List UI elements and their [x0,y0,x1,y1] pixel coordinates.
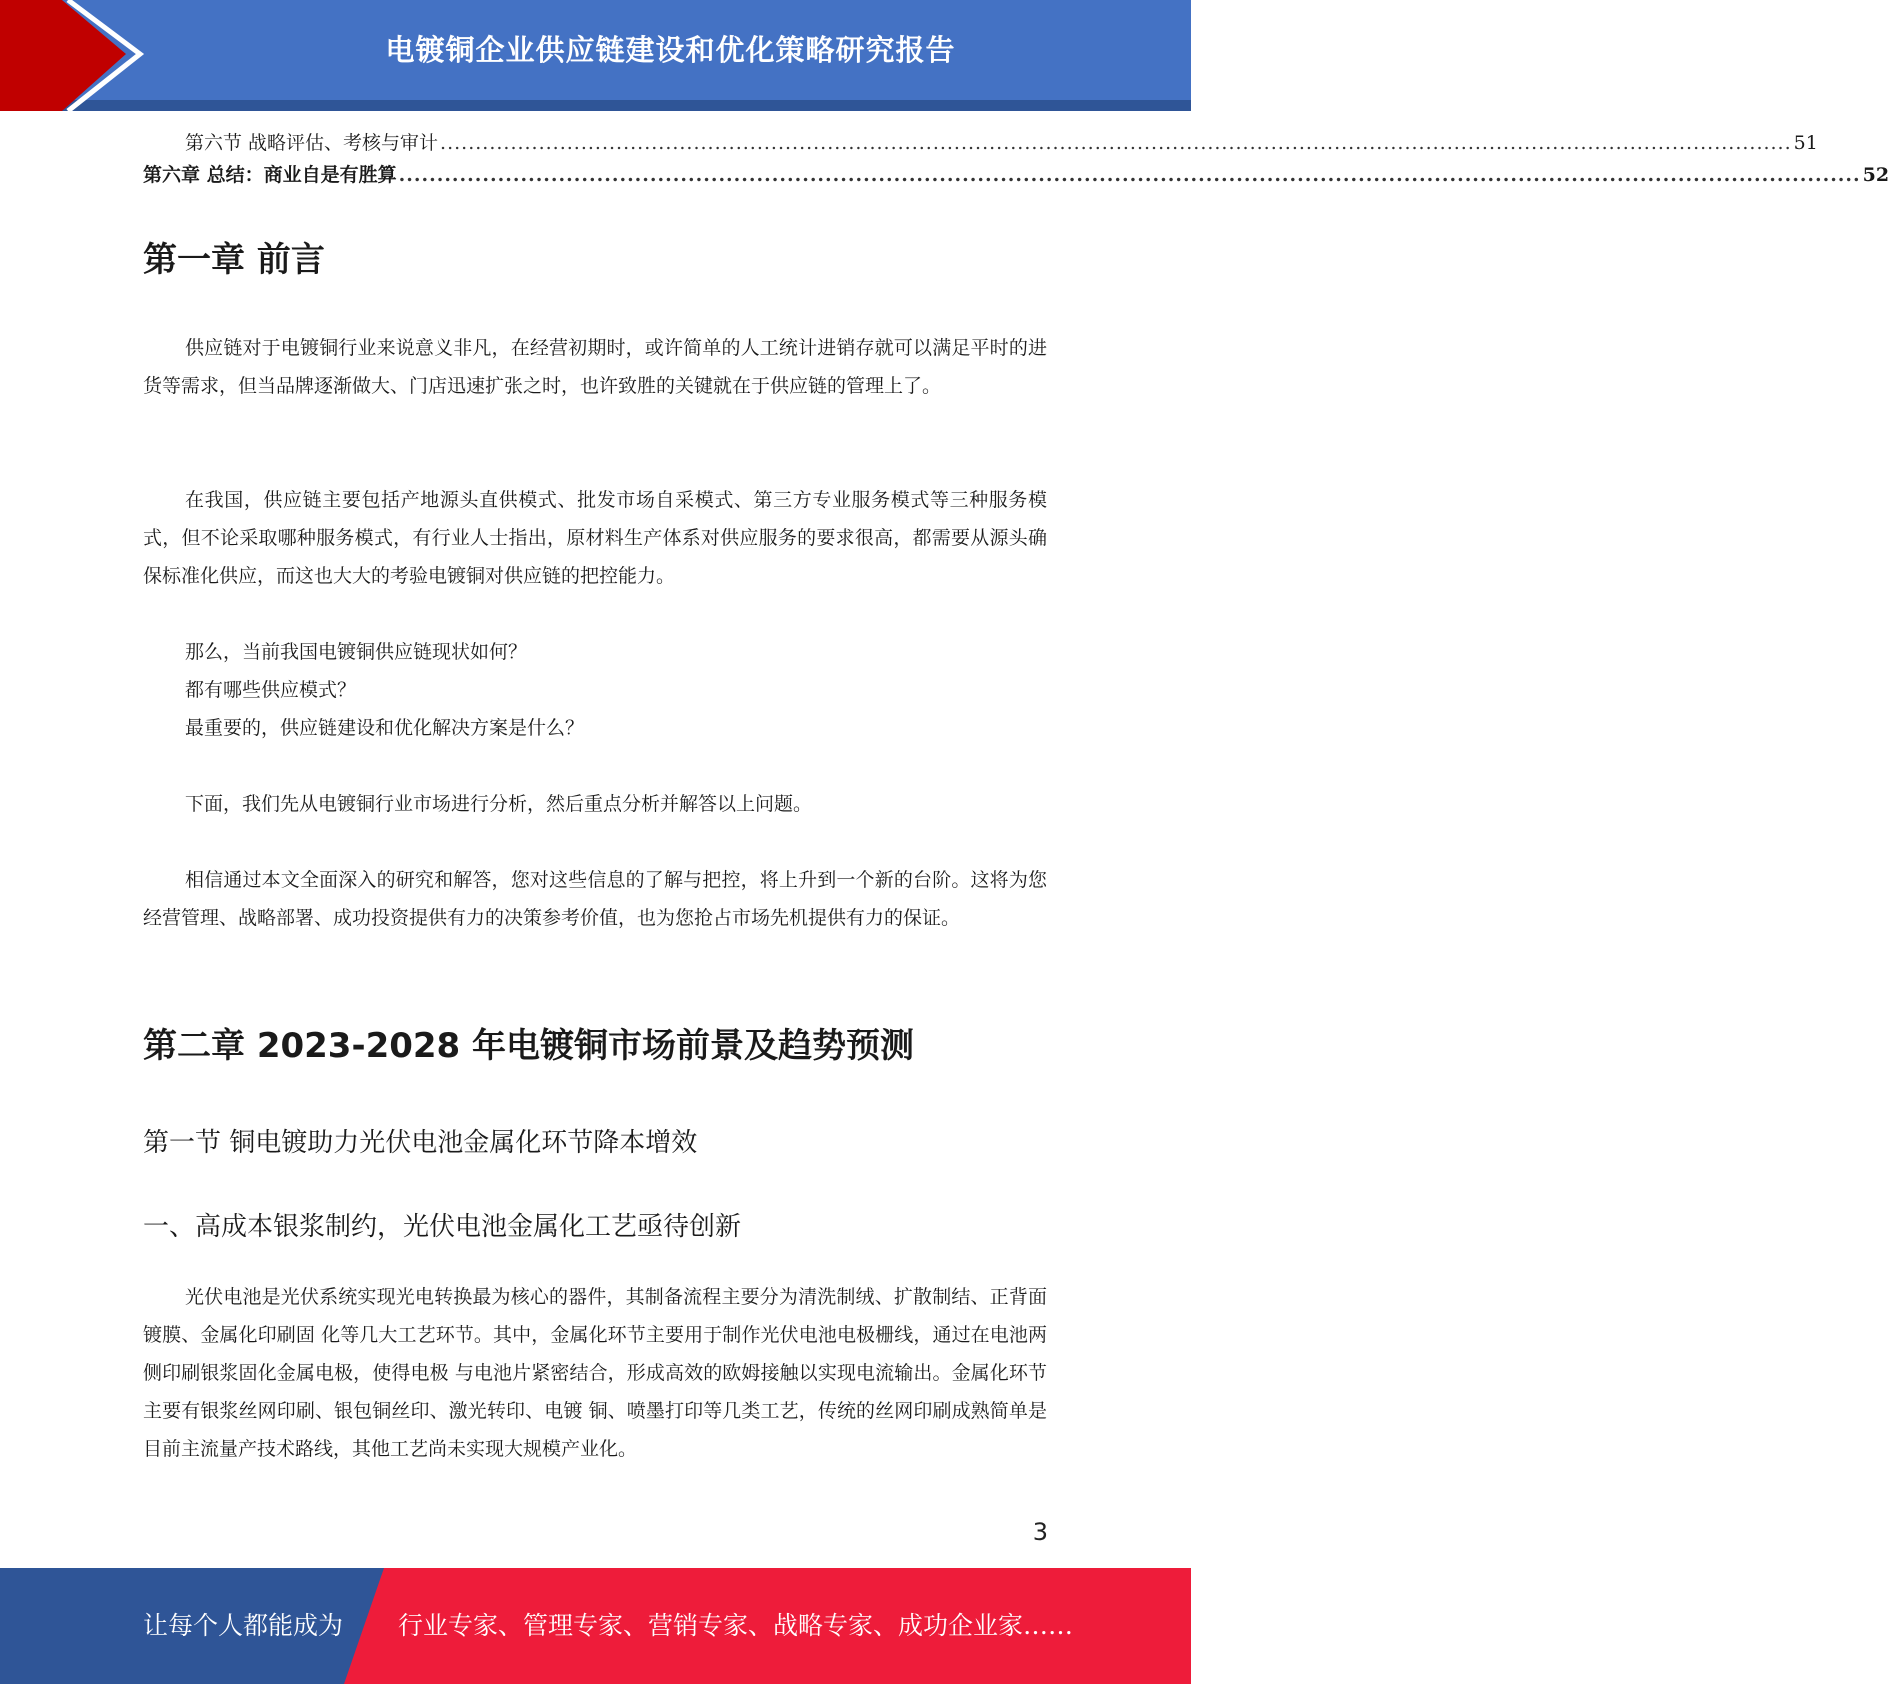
toc-leader-dots: ................................................................................................................................................................................................ [398,164,1861,186]
report-title: 电镀铜企业供应链建设和优化策略研究报告 [385,33,956,67]
paragraph: 下面，我们先从电镀铜行业市场进行分析，然后重点分析并解答以上问题。 [185,793,813,815]
chapter-heading: 第二章 2023-2028 年电镀铜市场前景及趋势预测 [143,1026,915,1066]
toc-entry-title: 第六节 战略评估、考核与审计 [185,132,439,154]
footer-slogan-right: 行业专家、管理专家、营销专家、战略专家、成功企业家…… [398,1611,1074,1640]
paragraph: 光伏电池是光伏系统实现光电转换最为核心的器件，其制备流程主要分为清洗制绒、扩散制结、正背面镀膜、金属化印刷固 化等几大工艺环节。其中，金属化环节主要用于制作光伏电池电极栅线，通过在电池两侧印刷银浆固化金属电极，使得电极 与电池片紧密结合，形成高效的欧姆接触以实现电流输出。金属化环节主要有银浆丝网印刷、银包铜丝印、激光转印、电镀 铜、喷墨打印等几类工艺，传统的丝网印刷成熟简单是目前主流量产技术路线，其他工艺尚未实现大规模产业化。 [143,1286,1047,1460]
page-number: 3 [1032,1518,1048,1546]
toc-entry-page: 51 [1793,132,1818,154]
paragraph: 在我国，供应链主要包括产地源头直供模式、批发市场自采模式、第三方专业服务模式等三种服务模式，但不论采取哪种服务模式，有行业人士指出，原材料生产体系对供应服务的要求很高，都需要从源头确保标准化供应，而这也大大的考验电镀铜对供应链的把控能力。 [143,489,1047,587]
table-of-contents [143,128,1889,192]
toc-leader-dots: ................................................................................................................................................................................................ [440,132,1792,154]
toc-entry-section[interactable] [143,128,1818,160]
section-heading: 第一节 铜电镀助力光伏电池金属化环节降本增效 [143,1128,698,1158]
page-footer [0,1568,1191,1684]
question-line: 都有哪些供应模式？ [185,679,357,701]
question-line: 最重要的，供应链建设和优化解决方案是什么？ [185,717,585,739]
chapter-heading: 第一章 前言 [143,240,325,280]
toc-entry-title: 第六章 总结：商业自是有胜算 [143,164,397,186]
toc-entry-chapter[interactable] [143,160,1889,192]
subsection-heading: 一、高成本银浆制约，光伏电池金属化工艺亟待创新 [143,1212,742,1242]
toc-entry-page: 52 [1862,164,1889,186]
question-line: 那么，当前我国电镀铜供应链现状如何？ [185,641,528,663]
paragraph: 供应链对于电镀铜行业来说意义非凡，在经营初期时，或许简单的人工统计进销存就可以满足平时的进货等需求，但当品牌逐渐做大、门店迅速扩张之时，也许致胜的关键就在于供应链的管理上了。 [143,337,1047,397]
page-header [0,0,1191,111]
paragraph: 相信通过本文全面深入的研究和解答，您对这些信息的了解与把控，将上升到一个新的台阶。这将为您经营管理、战略部署、成功投资提供有力的决策参考价值，也为您抢占市场先机提供有力的保证。 [143,869,1047,929]
footer-slogan-left: 让每个人都能成为 [143,1611,344,1640]
